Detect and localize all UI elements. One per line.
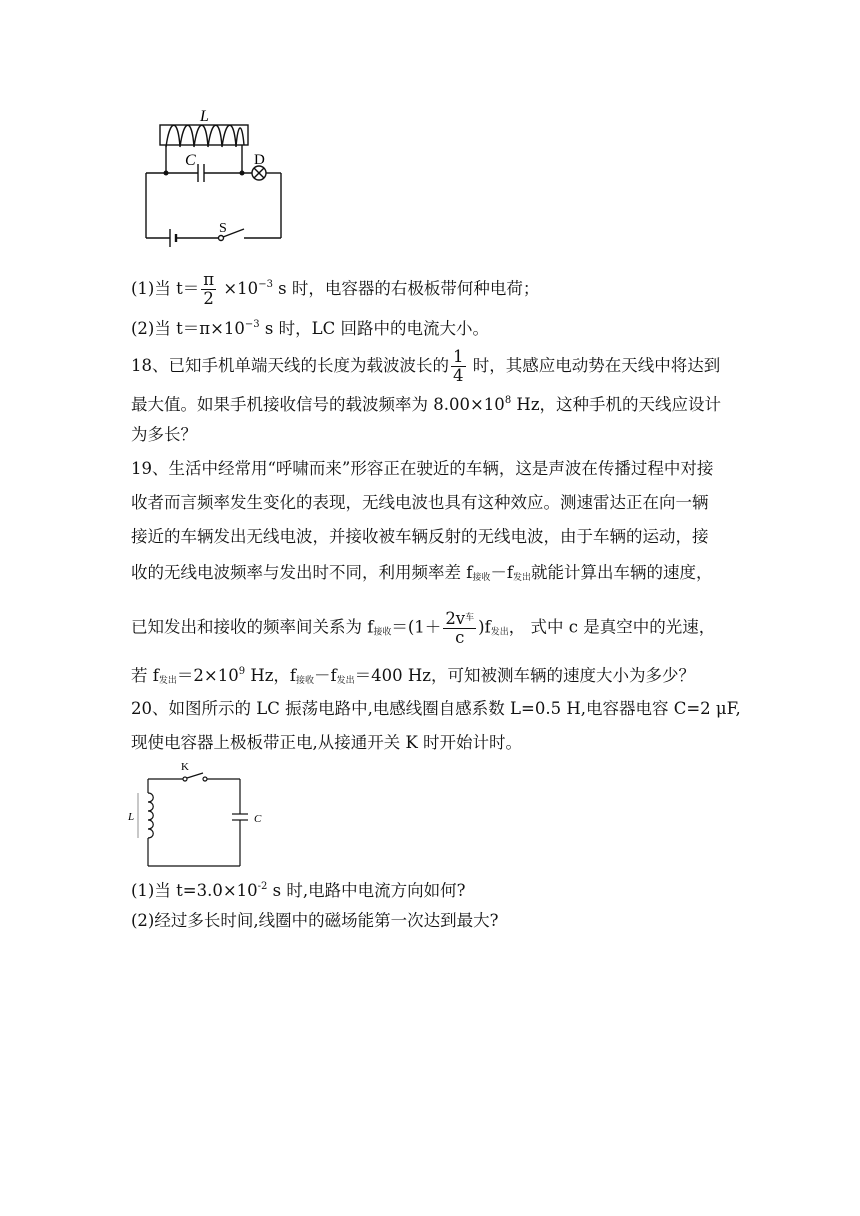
label-D: D [254,152,265,168]
q18-line3: 为多长？ [131,425,197,444]
label-C2: C [254,813,262,825]
q19-line2: 收者而言频率发生变化的表现，无线电波也具有这种效应。测速雷达正在向一辆 [131,493,709,512]
q20-part2: (2)经过多长时间,线圈中的磁场能第一次达到最大? [131,911,499,930]
inductor-coil-icon-2 [148,793,153,838]
label-S: S [219,221,227,236]
label-L2: L [128,811,135,823]
lamp-icon [252,166,266,180]
q19-line1: 19、生活中经常用“呼啸而来”形容正在驶近的车辆，这是声波在传播过程中对接 [131,459,714,478]
q17-part1: (1)当 t＝ $\frac{\pi}{2}$ $\times 10^{-3}$ s 时，电容器的右极板带何种电荷； [131,270,540,308]
label-K: K [181,761,189,773]
fraction-pi-over-2: $\frac{\pi}{2}$ [203,270,215,308]
switch-k-contact-left [183,777,187,781]
q19-line6: 若 $f_{发出}=2\times 10^9$ Hz，$f_{接收}-f_{发出}=400$ Hz，可知被测车辆的速度大小为多少？ [131,666,695,686]
q20-line1: 20、如图所示的 LC 振荡电路中,电感线圈自感系数 L=0.5 H,电容器电容 C=2 μF, [131,699,741,718]
switch-k-blade [187,773,203,778]
q20-line2: 现使电容器上极板带正电,从接通开关 K 时开始计时。 [131,733,523,752]
q17-part2: (2)当 $t=\pi\times 10^{-3}$ s 时，LC 回路中的电流大小。 [131,319,489,338]
label-C: C [185,152,196,169]
fraction-2v-over-c: $\frac{2v^车}{c}$ [445,609,475,647]
q20-part1: (1)当 $t=3.0\times 10^{-2}$ s 时,电路中电流方向如何? [131,881,466,900]
q18-line1: 18、已知手机单端天线的长度为载波波长的 $\frac{1}{4}$ 时，其感应电动势在天线中将达到 [131,347,721,385]
switch-contact [219,236,224,241]
q18-line2: 最大值。如果手机接收信号的载波频率为 $8.00\times 10^8$ Hz，这种手机的天线应设计 [131,395,722,414]
inductor-core [160,125,248,145]
label-L: L [200,108,209,125]
switch-k-contact-right [203,777,207,781]
q19-line5: 已知发出和接收的频率间关系为 $f_{接收}=(1+$ $\frac{2v^车}{c}$ )$f_{发出}$， 式中 c 是真空中的光速， [131,609,716,647]
inductor-coil-icon [166,125,244,147]
fraction-one-quarter: $\frac{1}{4}$ [453,347,464,385]
q19-line4: 收的无线电波频率与发出时不同，利用频率差 $f_{接收}-f_{发出}$就能计算出车辆的速度， [131,563,713,583]
switch-blade [223,229,244,237]
q19-line3: 接近的车辆发出无线电波，并接收被车辆反射的无线电波，由于车辆的运动，接 [131,527,709,546]
